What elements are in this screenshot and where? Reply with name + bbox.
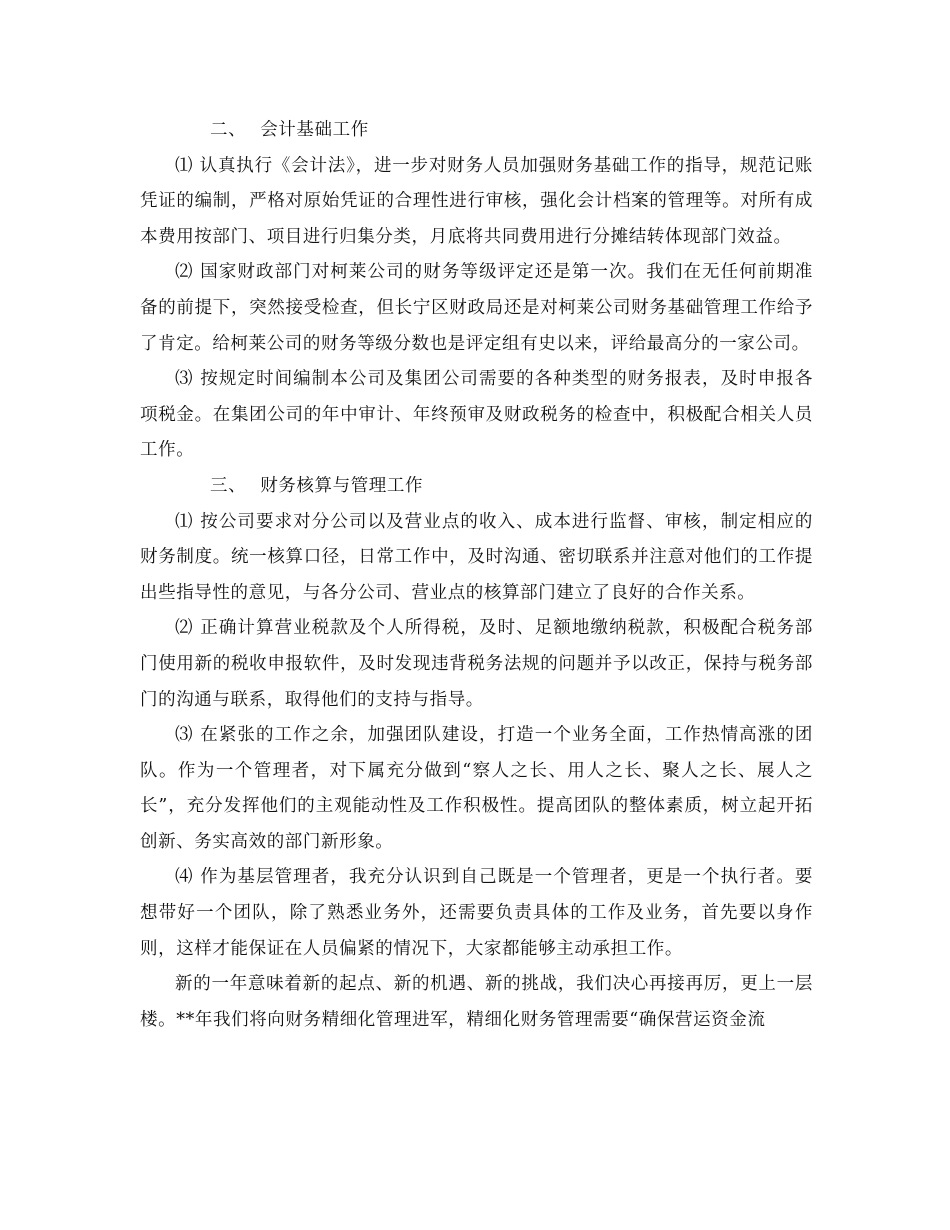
closing-paragraph: 新的一年意味着新的起点、新的机遇、新的挑战，我们决心再接再厉，更上一层楼。**年我们将向财务精细化管理进军，精细化财务管理需要“确保营运资金流: [140, 974, 813, 1030]
paragraph-2-1: ⑴ 认真执行《会计法》，进一步对财务人员加强财务基础工作的指导，规范记账凭证的编制，严格对原始凭证的合理性进行审核，强化会计档案的管理等。对所有成本费用按部门、项目进行归集分类，月底将共同费用进行分摊结转体现部门效益。: [140, 155, 813, 247]
section-heading-3: [140, 469, 813, 505]
paragraph-3-3: ⑶ 在紧张的工作之余，加强团队建设，打造一个业务全面，工作热情高涨的团队。作为一个管理者，对下属充分做到“察人之长、用人之长、聚人之长、展人之长”，充分发挥他们的主观能动性及工作积极性。提高团队的整体素质，树立起开拓创新、务实高效的部门新形象。: [140, 725, 813, 852]
paragraph-3-1: ⑴ 按公司要求对分公司以及营业点的收入、成本进行监督、审核，制定相应的财务制度。统一核算口径，日常工作中，及时沟通、密切联系并注意对他们的工作提出些指导性的意见，与各分公司、营业点的核算部门建立了良好的合作关系。: [140, 511, 813, 603]
section-title: 会计基础工作: [260, 120, 369, 140]
paragraph-3-4: ⑷ 作为基层管理者，我充分认识到自己既是一个管理者，更是一个执行者。要想带好一个团队，除了熟悉业务外，还需要负责具体的工作及业务，首先要以身作则，这样才能保证在人员偏紧的情况下，大家都能够主动承担工作。: [140, 867, 813, 959]
section-number: 二、: [210, 120, 247, 140]
section-number: 三、: [210, 475, 247, 496]
section-heading-2: [140, 113, 813, 149]
document-page: [140, 113, 813, 1038]
paragraph-2-3: ⑶ 按规定时间编制本公司及集团公司需要的各种类型的财务报表，及时申报各项税金。在集团公司的年中审计、年终预审及财政税务的检查中，积极配合相关人员工作。: [140, 369, 813, 461]
section-title: 财务核算与管理工作: [260, 475, 424, 496]
paragraph-3-2: ⑵ 正确计算营业税款及个人所得税，及时、足额地缴纳税款，积极配合税务部门使用新的税收申报软件，及时发现违背税务法规的问题并予以改正，保持与税务部门的沟通与联系，取得他们的支持与指导。: [140, 618, 813, 710]
paragraph-2-2: ⑵ 国家财政部门对柯莱公司的财务等级评定还是第一次。我们在无任何前期准备的前提下，突然接受检查，但长宁区财政局还是对柯莱公司财务基础管理工作给予了肯定。给柯莱公司的财务等级分数也是评定组有史以来，评给最高分的一家公司。: [140, 262, 813, 354]
